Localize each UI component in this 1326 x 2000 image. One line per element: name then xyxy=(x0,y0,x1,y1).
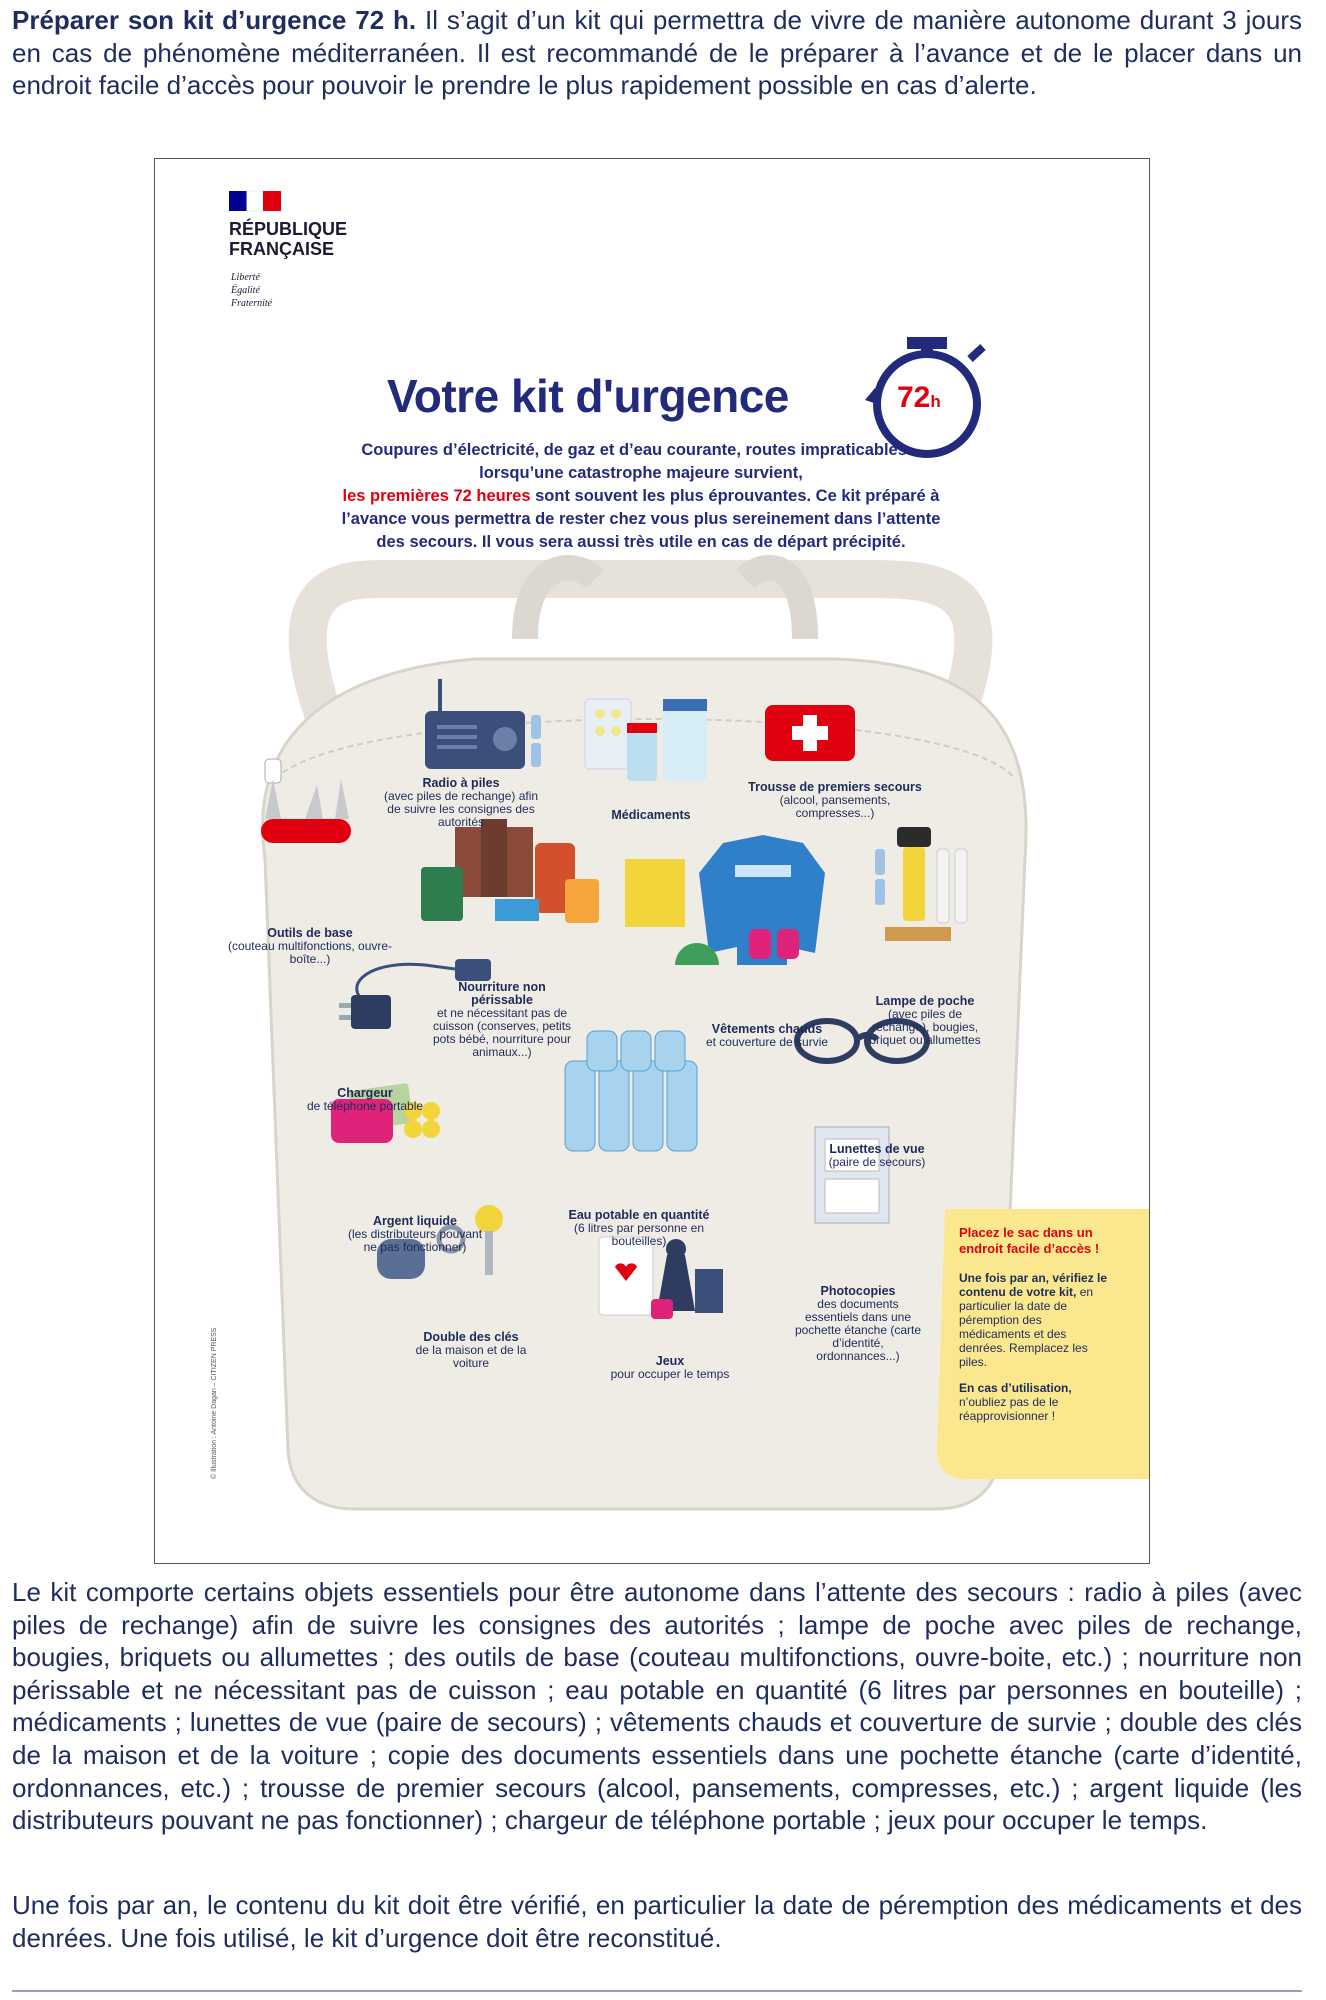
intro-bold: Préparer son kit d’urgence 72 h. xyxy=(12,5,417,35)
label-food: Nourriture non périssable et ne nécessitant pas de cuisson (conserves, petits pots bébé, nourriture pour animaux...) xyxy=(432,980,572,1059)
poster-title: Votre kit d'urgence xyxy=(387,370,789,422)
republique-logo: RÉPUBLIQUE FRANÇAISE xyxy=(229,219,348,259)
label-tools: Outils de base (couteau multifonctions, ouvre-boîte...) xyxy=(227,926,393,966)
annual-check-paragraph: Une fois par an, le contenu du kit doit être vérifié, en particulier la date de péremption des médicaments et des denrées. Une fois utilisé, le kit d’urgence doit être reconstitué. xyxy=(12,1890,1302,1953)
republique-motto: Liberté Égalité Fraternité xyxy=(231,272,273,309)
intro-paragraph xyxy=(12,4,1302,102)
illustration-credit: © Illustration : Antoine Dagan – CITIZEN PRESS xyxy=(211,1327,218,1479)
label-copies: Photocopies des documents essentiels dans une pochette étanche (carte d’identité, ordonnances...) xyxy=(794,1284,922,1363)
label-radio: Radio à piles (avec piles de rechange) afin de suivre les consignes des autorités xyxy=(383,776,539,829)
label-glasses: Lunettes de vue (paire de secours) xyxy=(828,1142,926,1169)
label-keys: Double des clés de la maison et de la voiture xyxy=(415,1330,527,1370)
poster-lead: Coupures d’électricité, de gaz et d’eau courante, routes impraticables... lorsqu’une catastrophe majeure survient, les premières 72 heures sont souvent les plus éprouvantes. Ce kit préparé à l’avance vous permettra de rester chez vous plus sereinement dans l’attente des secours. Il vous sera aussi très utile en cas de départ précipité. xyxy=(341,441,941,551)
kit-poster xyxy=(154,158,1150,1564)
first-aid-kit-icon xyxy=(765,705,855,761)
label-medicines: Médicaments xyxy=(611,808,691,822)
label-games: Jeux pour occuper le temps xyxy=(610,1354,730,1381)
bottom-divider xyxy=(12,1990,1302,1992)
label-lamp: Lampe de poche (avec piles de rechange), bougies, briquet ou allumettes xyxy=(869,994,981,1047)
label-water: Eau potable en quantité (6 litres par personne en bouteilles) xyxy=(568,1208,710,1248)
reminder-note: Placez le sac dans un endroit facile d’accès ! Une fois par an, vérifiez le contenu de votre kit, en particulier la date de péremption des médicaments et des denrées. Remplacez les piles. En cas d’utilisation, n’oubliez pas de le réapprovisionner ! xyxy=(959,1225,1108,1423)
kit-contents-paragraph: Le kit comporte certains objets essentiels pour être autonome dans l’attente des secours : radio à piles (avec piles de rechange) afin de suivre les consignes des autorités ; lampe de poche avec piles de rechange, bougies, briquets ou allumettes ; des outils de base (couteau multifonctions, ouvre-boite, etc.) ; nourriture non périssable et ne nécessitant pas de cuisson ; eau potable en quantité (6 litres par personnes en bouteille) ; médicaments ; lunettes de vue (paire de secours) ; vêtements chauds et couverture de survie ; double des clés de la maison et de la voiture ; copie des documents essentiels dans une pochette étanche (carte d’identité, ordonnances, etc.) ; trousse de premier secours (alcool, pansements, compresses, etc.) ; argent liquide (les distributeurs pouvant ne pas fonctionner) ; chargeur de téléphone portable ; jeux pour occuper le temps. xyxy=(12,1577,1302,1836)
survival-blanket-icon xyxy=(625,859,685,927)
label-clothes: Vêtements chauds et couverture de survie xyxy=(705,1022,829,1049)
label-first-aid: Trousse de premiers secours (alcool, pansements, compresses...) xyxy=(748,780,922,820)
badge-72: 72h xyxy=(897,381,941,414)
label-cash: Argent liquide (les distributeurs pouvant ne pas fonctionner) xyxy=(347,1214,483,1254)
intro-text: Il s’agit d’un kit qui permettra de vivre de manière autonome durant 3 jours en cas de phénomène méditerranéen. Il est recommandé de le préparer à l’avance et de le placer dans un endroit facile d’accès pour pouvoir le prendre le plus rapidement possible en cas d’alerte. xyxy=(12,5,1302,101)
label-charger: Chargeur de téléphone portable xyxy=(306,1086,424,1113)
